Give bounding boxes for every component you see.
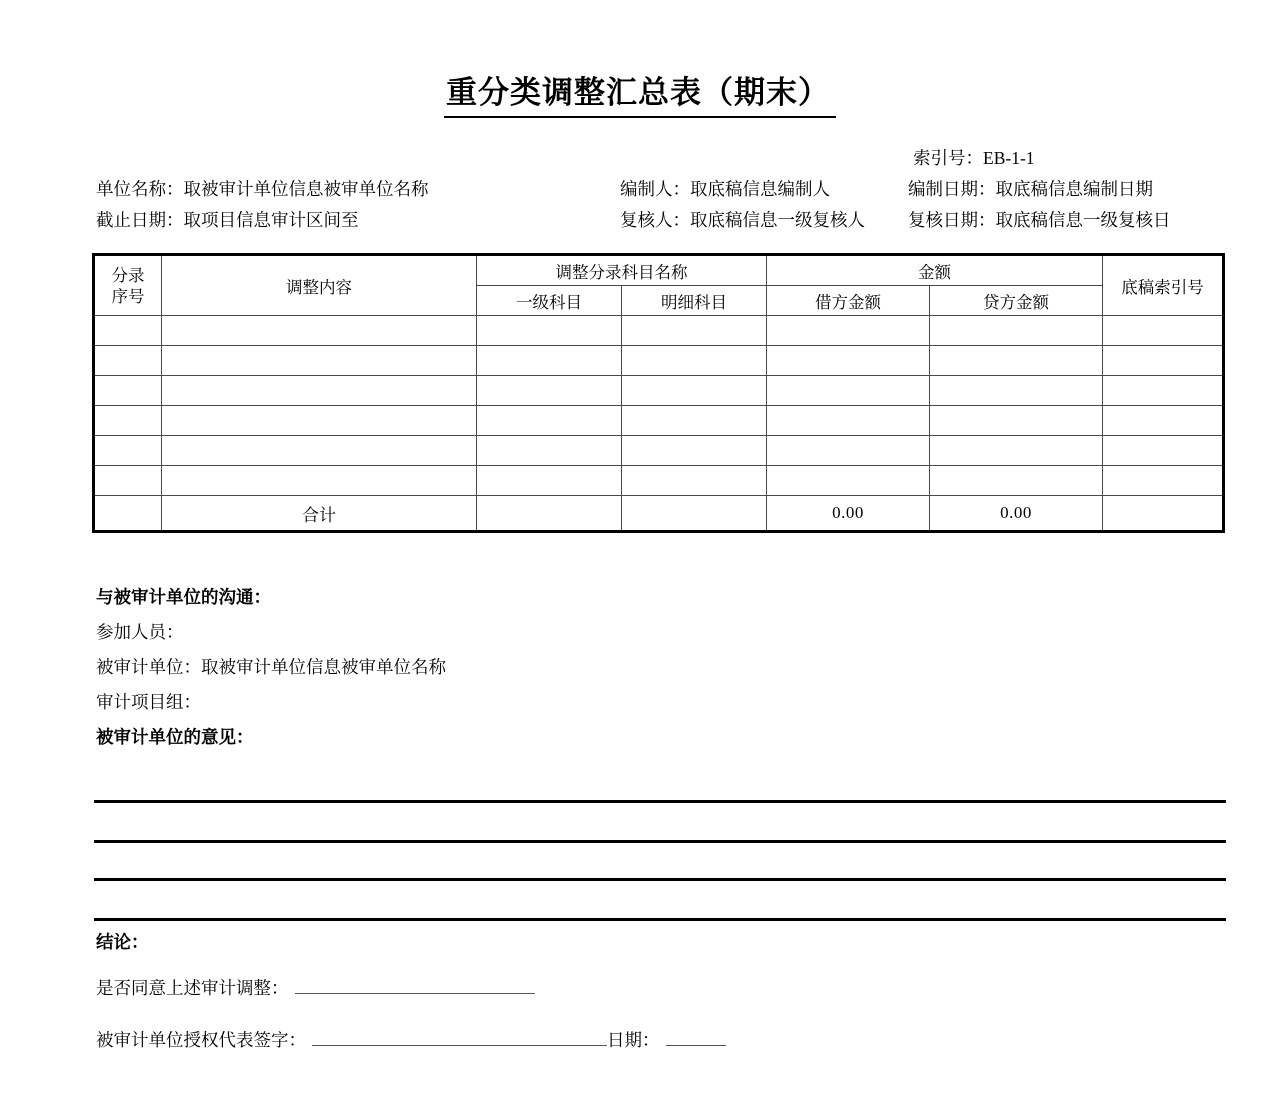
preparer-field: 编制人：取底稿信息编制人 (620, 179, 830, 199)
writing-rule-2 (94, 840, 1226, 843)
communication-audited-entity: 被审计单位：取被审计单位信息被审单位名称 (96, 657, 446, 677)
conclusion-agree-label: 是否同意上述审计调整： (96, 978, 289, 998)
cell-workpaper-ref[interactable] (1103, 376, 1224, 406)
communication-block (96, 580, 1226, 755)
cell-workpaper-ref[interactable] (1103, 436, 1224, 466)
table-row (94, 346, 1224, 376)
cell-sequence[interactable] (94, 346, 162, 376)
column-header-credit: 贷方金额 (930, 286, 1103, 316)
table-row (94, 406, 1224, 436)
meta-row-second (0, 205, 1280, 236)
writing-rule-4 (94, 918, 1226, 921)
cell-debit[interactable] (767, 466, 930, 496)
conclusion-block (96, 922, 1226, 1066)
communication-heading: 与被审计单位的沟通： (96, 587, 271, 607)
total-cell-workpaper-ref (1103, 496, 1224, 532)
cell-account-level1[interactable] (477, 466, 622, 496)
column-header-account-level1: 一级科目 (477, 286, 622, 316)
total-cell-credit: 0.00 (930, 496, 1103, 532)
conclusion-heading: 结论： (96, 932, 149, 952)
cell-account-detail[interactable] (622, 346, 767, 376)
cell-account-level1[interactable] (477, 406, 622, 436)
cell-sequence[interactable] (94, 376, 162, 406)
column-header-sequence-line2: 序号 (111, 286, 145, 306)
cell-content[interactable] (162, 466, 477, 496)
cell-workpaper-ref[interactable] (1103, 316, 1224, 346)
cell-account-detail[interactable] (622, 436, 767, 466)
cell-credit[interactable] (930, 346, 1103, 376)
cell-credit[interactable] (930, 466, 1103, 496)
cell-sequence[interactable] (94, 466, 162, 496)
table-body (94, 316, 1224, 532)
reviewer-field: 复核人：取底稿信息一级复核人 (620, 210, 865, 230)
table-total-row (94, 496, 1224, 532)
communication-participants: 参加人员： (96, 622, 184, 642)
index-number-value: EB-1-1 (983, 148, 1035, 168)
cell-workpaper-ref[interactable] (1103, 346, 1224, 376)
conclusion-signature-input[interactable] (312, 1028, 607, 1046)
meta-row-index (0, 143, 1280, 174)
cell-content[interactable] (162, 346, 477, 376)
cell-account-detail[interactable] (622, 406, 767, 436)
conclusion-signature-label: 被审计单位授权代表签字： (96, 1030, 306, 1050)
total-cell-account-level1 (477, 496, 622, 532)
cell-debit[interactable] (767, 436, 930, 466)
cell-credit[interactable] (930, 316, 1103, 346)
cell-sequence[interactable] (94, 406, 162, 436)
column-header-debit: 借方金额 (767, 286, 930, 316)
cell-account-level1[interactable] (477, 346, 622, 376)
writing-rule-1 (94, 800, 1226, 803)
column-header-account-detail: 明细科目 (622, 286, 767, 316)
cell-account-detail[interactable] (622, 376, 767, 406)
cell-credit[interactable] (930, 436, 1103, 466)
table-row (94, 316, 1224, 346)
table-row (94, 436, 1224, 466)
column-header-sequence-line1: 分录 (111, 265, 145, 285)
total-cell-sequence (94, 496, 162, 532)
table-header (94, 255, 1224, 316)
cell-credit[interactable] (930, 406, 1103, 436)
meta-row-first (0, 174, 1280, 205)
unit-name-field: 单位名称：取被审计单位信息被审单位名称 (96, 179, 429, 199)
conclusion-signature-row (96, 1014, 1226, 1066)
cell-debit[interactable] (767, 376, 930, 406)
cell-credit[interactable] (930, 376, 1103, 406)
page-title-container (0, 74, 1280, 118)
cell-account-level1[interactable] (477, 436, 622, 466)
cell-account-detail[interactable] (622, 466, 767, 496)
cell-sequence[interactable] (94, 436, 162, 466)
index-number-label: 索引号： (913, 148, 983, 168)
column-header-workpaper-ref: 底稿索引号 (1103, 255, 1224, 316)
end-date-field: 截止日期：取项目信息审计区间至 (96, 210, 359, 230)
conclusion-date-label: 日期： (607, 1030, 660, 1050)
communication-opinion-heading: 被审计单位的意见： (96, 727, 254, 747)
cell-debit[interactable] (767, 346, 930, 376)
total-cell-label: 合计 (162, 496, 477, 532)
column-header-sequence (94, 255, 162, 316)
cell-debit[interactable] (767, 406, 930, 436)
cell-account-level1[interactable] (477, 376, 622, 406)
conclusion-agree-input[interactable] (295, 976, 535, 994)
page-title: 重分类调整汇总表（期末） (444, 74, 836, 118)
cell-content[interactable] (162, 376, 477, 406)
cell-content[interactable] (162, 316, 477, 346)
total-cell-account-detail (622, 496, 767, 532)
header-meta-block (0, 143, 1280, 236)
column-header-amount-group: 金额 (767, 255, 1103, 286)
cell-sequence[interactable] (94, 316, 162, 346)
conclusion-agree-row (96, 962, 1226, 1014)
column-header-account-group: 调整分录科目名称 (477, 255, 767, 286)
cell-workpaper-ref[interactable] (1103, 466, 1224, 496)
writing-rule-3 (94, 878, 1226, 881)
cell-account-detail[interactable] (622, 316, 767, 346)
cell-content[interactable] (162, 436, 477, 466)
index-number (913, 143, 1035, 174)
column-header-content: 调整内容 (162, 255, 477, 316)
table-header-row-1 (94, 255, 1224, 286)
cell-workpaper-ref[interactable] (1103, 406, 1224, 436)
total-cell-debit: 0.00 (767, 496, 930, 532)
cell-account-level1[interactable] (477, 316, 622, 346)
adjustment-summary-table (92, 253, 1225, 533)
table-row (94, 466, 1224, 496)
conclusion-date-input[interactable] (666, 1028, 726, 1046)
cell-content[interactable] (162, 406, 477, 436)
cell-debit[interactable] (767, 316, 930, 346)
review-date-field: 复核日期：取底稿信息一级复核日 (908, 210, 1171, 230)
prepare-date-field: 编制日期：取底稿信息编制日期 (908, 179, 1153, 199)
table-row (94, 376, 1224, 406)
communication-audit-team: 审计项目组： (96, 692, 201, 712)
